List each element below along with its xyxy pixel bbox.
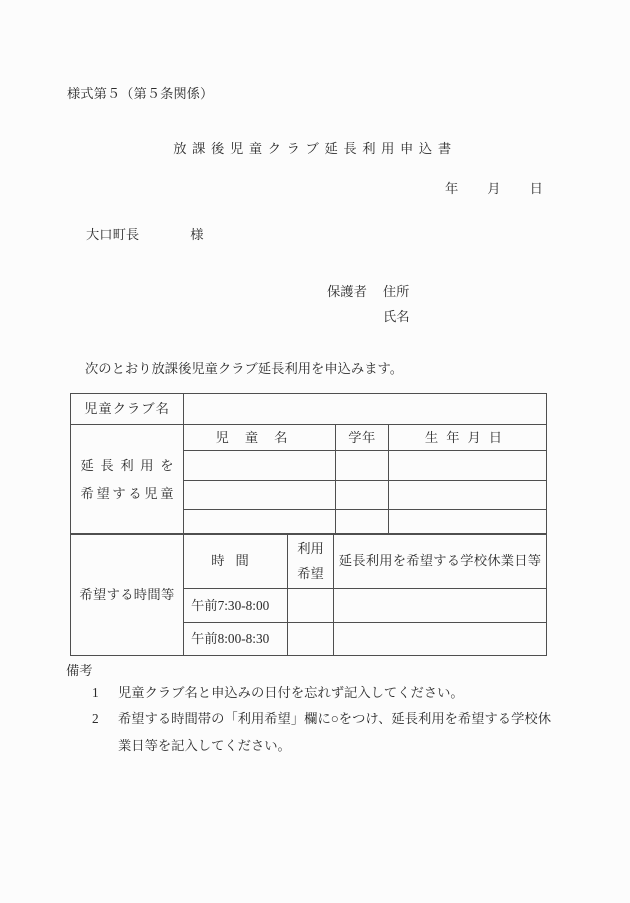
- page-title: 放課後児童クラブ延長利用申込書: [173, 141, 457, 156]
- column-header-child-name: 児童名: [184, 425, 336, 451]
- column-header-use-request-line2: 希望: [297, 566, 324, 581]
- closed-days-input-cell: [334, 623, 547, 656]
- note-text: 希望する時間帯の「利用希望」欄に○をつけ、延長利用を希望する学校休: [118, 711, 551, 726]
- date-line: [445, 182, 543, 196]
- addressee-line: [86, 228, 203, 242]
- column-header-use-request: [288, 534, 334, 589]
- schedule-table: [70, 533, 547, 656]
- column-header-grade: 学年: [336, 425, 389, 451]
- child-grade-input-cell: [336, 510, 389, 535]
- note-number: 1: [92, 685, 99, 700]
- child-grade-input-cell: [336, 481, 389, 510]
- time-slot-label: 午前8:00-8:30: [184, 623, 288, 656]
- child-birthdate-input-cell: [389, 510, 547, 535]
- column-header-birthdate: 生年月日: [389, 425, 547, 451]
- note-text: 業日等を記入してください。: [118, 738, 291, 753]
- guardian-name-label: 氏名: [383, 309, 410, 324]
- date-day-label: 日: [529, 181, 543, 196]
- date-month-label: 月: [487, 181, 501, 196]
- column-header-closed-days: 延長利用を希望する学校休業日等: [334, 534, 547, 589]
- addressee-name: 大口町長: [86, 227, 140, 242]
- guardian-address-label: 住所: [382, 284, 410, 299]
- time-slot-label: 午前7:30-8:00: [184, 589, 288, 623]
- guardian-label: 保護者: [327, 284, 367, 299]
- child-grade-input-cell: [336, 451, 389, 481]
- club-name-label: 児童クラブ名: [71, 394, 184, 425]
- date-year-label: 年: [445, 181, 459, 196]
- club-name-input-cell: [184, 394, 547, 425]
- child-name-input-cell: [184, 451, 336, 481]
- children-section-label-line1: 延長利用を: [80, 457, 174, 473]
- children-section-label: [71, 425, 184, 535]
- use-request-input-cell: [288, 623, 334, 656]
- note-item-2: [92, 712, 551, 766]
- child-name-input-cell: [184, 510, 336, 535]
- column-header-use-request-line1: 利用: [297, 541, 324, 556]
- intro-sentence: 次のとおり放課後児童クラブ延長利用を申込みます。: [85, 361, 404, 376]
- note-text: 児童クラブ名と申込みの日付を忘れず記入してください。: [118, 685, 464, 700]
- column-header-time: 時間: [184, 534, 288, 589]
- schedule-section-label: 希望する時間等: [71, 534, 184, 656]
- form-id: 様式第５（第５条関係）: [67, 86, 214, 101]
- use-request-input-cell: [288, 589, 334, 623]
- note-number: 2: [92, 711, 99, 726]
- children-table: [70, 393, 547, 535]
- notes-heading: 備考: [66, 663, 93, 678]
- closed-days-input-cell: [334, 589, 547, 623]
- note-item-1: [92, 686, 464, 713]
- children-section-label-line2: 希望する児童: [80, 485, 174, 501]
- child-birthdate-input-cell: [389, 451, 547, 481]
- child-birthdate-input-cell: [389, 481, 547, 510]
- child-name-input-cell: [184, 481, 336, 510]
- addressee-honorific: 様: [190, 227, 204, 242]
- guardian-line: [327, 285, 409, 299]
